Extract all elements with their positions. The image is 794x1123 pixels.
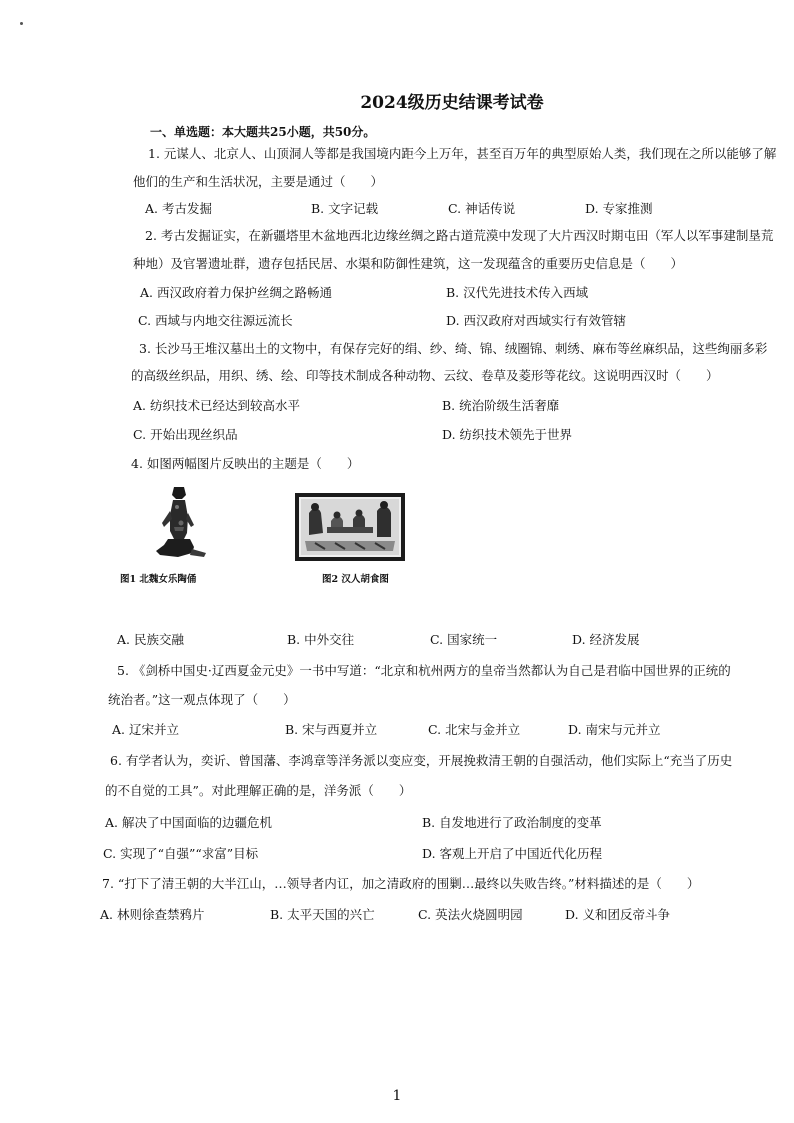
q2-option-c: C. 西域与内地交往源远流长 xyxy=(138,313,293,328)
q1-option-b: B. 文字记载 xyxy=(311,201,379,216)
section-heading: 一、单选题：本大题共25小题，共50分。 xyxy=(150,125,376,139)
banquet-image xyxy=(295,493,405,561)
q2-line2: 种地）及官署遗址群，遗存包括民居、水渠和防御性建筑，这一发现蕴含的重要历史信息是（ ） xyxy=(133,256,684,271)
q4-option-c: C. 国家统一 xyxy=(430,632,498,647)
q7-line1: 7. “打下了清王朝的大半江山，…领导者内讧，加之清政府的围剿…最终以失败告终。”材料描述的是（ ） xyxy=(102,876,700,891)
q5-option-c: C. 北宋与金并立 xyxy=(428,722,521,737)
q5-option-d: D. 南宋与元并立 xyxy=(568,722,661,737)
figurine-drawing xyxy=(148,483,210,563)
q4-option-a: A. 民族交融 xyxy=(117,632,184,647)
q7-option-b: B. 太平天国的兴亡 xyxy=(270,907,375,922)
q3-line1: 3. 长沙马王堆汉墓出土的文物中，有保存完好的绢、纱、绮、锦、绒圈锦、刺绣、麻布等丝麻织品，这些绚丽多彩 xyxy=(139,341,768,356)
q4-line1: 4. 如图两幅图片反映出的主题是（ ） xyxy=(131,456,360,471)
figurine-image xyxy=(148,483,210,563)
q5-option-a: A. 辽宋并立 xyxy=(112,722,179,737)
q7-option-d: D. 义和团反帝斗争 xyxy=(565,907,671,922)
q3-option-c: C. 开始出现丝织品 xyxy=(133,427,238,442)
q3-option-b: B. 统治阶级生活奢靡 xyxy=(442,398,560,413)
scan-speck xyxy=(20,22,23,25)
q1-line1: 1. 元谋人、北京人、山顶洞人等都是我国境内距今上万年，甚至百万年的典型原始人类，我们现在之所以能够了解 xyxy=(148,146,777,161)
figure-1-caption: 图1 北魏女乐陶俑 xyxy=(120,574,197,585)
q2-option-d: D. 西汉政府对西域实行有效管辖 xyxy=(446,313,627,328)
figure-2-caption: 图2 汉人胡食图 xyxy=(322,574,389,585)
q1-line2: 他们的生产和生活状况，主要是通过（ ） xyxy=(133,174,384,189)
q2-option-b: B. 汉代先进技术传入西域 xyxy=(446,285,589,300)
q3-option-d: D. 纺织技术领先于世界 xyxy=(442,427,573,442)
q3-option-a: A. 纺织技术已经达到较高水平 xyxy=(133,398,300,413)
q6-option-a: A. 解决了中国面临的边疆危机 xyxy=(105,815,272,830)
q1-option-c: C. 神话传说 xyxy=(448,201,516,216)
exam-title: 2024级历史结课考试卷 xyxy=(360,93,544,113)
q5-option-b: B. 宋与西夏并立 xyxy=(285,722,378,737)
q6-option-d: D. 客观上开启了中国近代化历程 xyxy=(422,846,603,861)
q6-line2: 的不自觉的工具”。对此理解正确的是，洋务派（ ） xyxy=(105,783,412,798)
q5-line1: 5. 《剑桥中国史·辽西夏金元史》一书中写道：“北京和杭州两方的皇帝当然都认为自己是君临中国世界的正统的 xyxy=(117,663,731,678)
q2-option-a: A. 西汉政府着力保护丝绸之路畅通 xyxy=(140,285,332,300)
q1-option-d: D. 专家推测 xyxy=(585,201,653,216)
q4-option-d: D. 经济发展 xyxy=(572,632,640,647)
q7-option-a: A. 林则徐查禁鸦片 xyxy=(100,907,205,922)
q2-line1: 2. 考古发掘证实，在新疆塔里木盆地西北边缘丝绸之路古道荒漠中发现了大片西汉时期屯田（军人以军事建制垦荒 xyxy=(145,228,774,243)
q3-line2: 的高级丝织品，用织、绣、绘、印等技术制成各种动物、云纹、卷草及菱形等花纹。这说明西汉时（ ） xyxy=(131,368,719,383)
page-number: 1 xyxy=(392,1088,402,1104)
banquet-drawing xyxy=(295,493,405,561)
q5-line2: 统治者。”这一观点体现了（ ） xyxy=(108,692,296,707)
q7-option-c: C. 英法火烧圆明园 xyxy=(418,907,523,922)
q6-option-c: C. 实现了“自强”“求富”目标 xyxy=(103,846,259,861)
q6-line1: 6. 有学者认为，奕䜣、曾国藩、李鸿章等洋务派以变应变，开展挽救清王朝的自强活动，他们实际上“充当了历史 xyxy=(110,753,733,768)
q4-option-b: B. 中外交往 xyxy=(287,632,355,647)
q1-option-a: A. 考古发掘 xyxy=(145,201,212,216)
q6-option-b: B. 自发地进行了政治制度的变革 xyxy=(422,815,602,830)
